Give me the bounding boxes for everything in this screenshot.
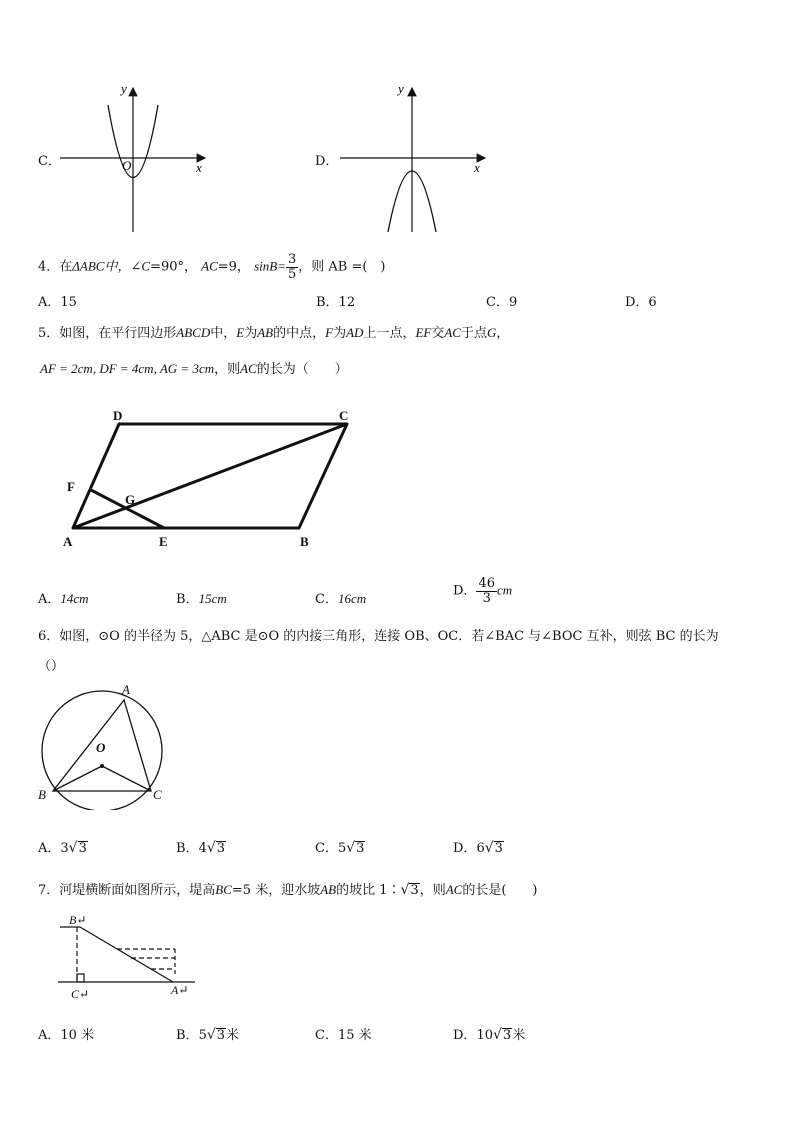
fraction: $\frac{46}{3}$ <box>478 576 495 606</box>
radii-ob-oc <box>53 766 151 791</box>
q6-option-c: C．5√3 <box>315 840 365 856</box>
q7-option-b: B．5√3米 <box>176 1027 240 1043</box>
point-c-label: C <box>339 408 349 423</box>
q7-stem: 7．河堤横断面如图所示，堤高BC=5 米，迎水坡AB的坡比 1∶√3，则AC的长是( ) <box>38 882 538 898</box>
q4-option-b: B．12 <box>316 295 356 310</box>
q6-option-b: B．4√3 <box>176 840 226 856</box>
y-axis-label: y <box>398 81 404 96</box>
y-axis-label: y <box>121 81 127 96</box>
point-f-label: F <box>67 479 75 494</box>
q3-option-d-label: D． <box>315 154 339 169</box>
slope-ab <box>80 927 173 982</box>
point-b-label: B <box>38 787 46 802</box>
q6-stem-line2: （） <box>38 659 65 674</box>
q3-option-c-graph <box>60 80 220 235</box>
q3-option-d-graph <box>340 80 500 235</box>
center-point <box>100 764 104 768</box>
point-d-label: D <box>113 408 123 423</box>
point-b-label: B↵ <box>69 913 87 927</box>
x-axis-label: x <box>196 160 202 175</box>
q7-option-d: D．10√3米 <box>453 1027 526 1043</box>
q7-option-a: A．10 米 <box>38 1028 95 1043</box>
point-o-label: O <box>96 740 106 755</box>
x-axis-label: x <box>474 160 480 175</box>
right-angle-mark <box>77 974 84 982</box>
q6-circle-figure <box>32 680 177 810</box>
q5-option-c: C．16cm <box>315 591 367 607</box>
fraction: $\frac{3}{5}$ <box>287 252 297 282</box>
q4-option-d: D．6 <box>625 295 657 310</box>
point-a-label: A <box>122 682 130 697</box>
q6-option-a: A．3√3 <box>38 840 87 856</box>
point-a-label: A <box>63 534 73 549</box>
q5-stem-line1: 5．如图，在平行四边形ABCD中，E为AB的中点，F为AD上一点，EF交AC于点G， <box>38 325 510 341</box>
q4-option-c: C．9 <box>486 295 518 310</box>
q5-option-d: D． $\frac{46}{3}$ cm <box>453 576 513 606</box>
q5-option-b: B．15cm <box>176 591 227 607</box>
q5-option-a: A．14cm <box>38 591 89 607</box>
q4-stem: 4．在ΔABC中，∠C=90°， AC=9， sinB= $\frac{3}{5}$ ，则 AB =( ) <box>38 252 386 282</box>
q3-option-c-label: C． <box>38 154 61 169</box>
origin-label: O <box>122 158 132 173</box>
q7-option-c: C．15 米 <box>315 1028 372 1043</box>
point-c-label: C <box>153 787 162 802</box>
point-e-label: E <box>159 534 168 549</box>
point-a-label: A↵ <box>171 983 189 997</box>
point-g-label: G <box>125 492 136 507</box>
q5-parallelogram-figure <box>55 400 365 555</box>
point-c-label: C↵ <box>71 987 90 1001</box>
point-b-label: B <box>300 534 309 549</box>
q6-option-d: D．6√3 <box>453 840 503 856</box>
q4-option-a: A．15 <box>38 295 77 310</box>
q5-stem-line2: AF = 2cm, DF = 4cm, AG = 3cm，则AC的长为（ ） <box>40 361 348 377</box>
q7-embankment-figure <box>55 910 205 1005</box>
q6-stem-line1: 6．如图，⊙O 的半径为 5，△ABC 是⊙O 的内接三角形，连接 OB、OC．若∠BAC 与∠BOC 互补，则弦 BC 的长为 <box>38 629 719 644</box>
